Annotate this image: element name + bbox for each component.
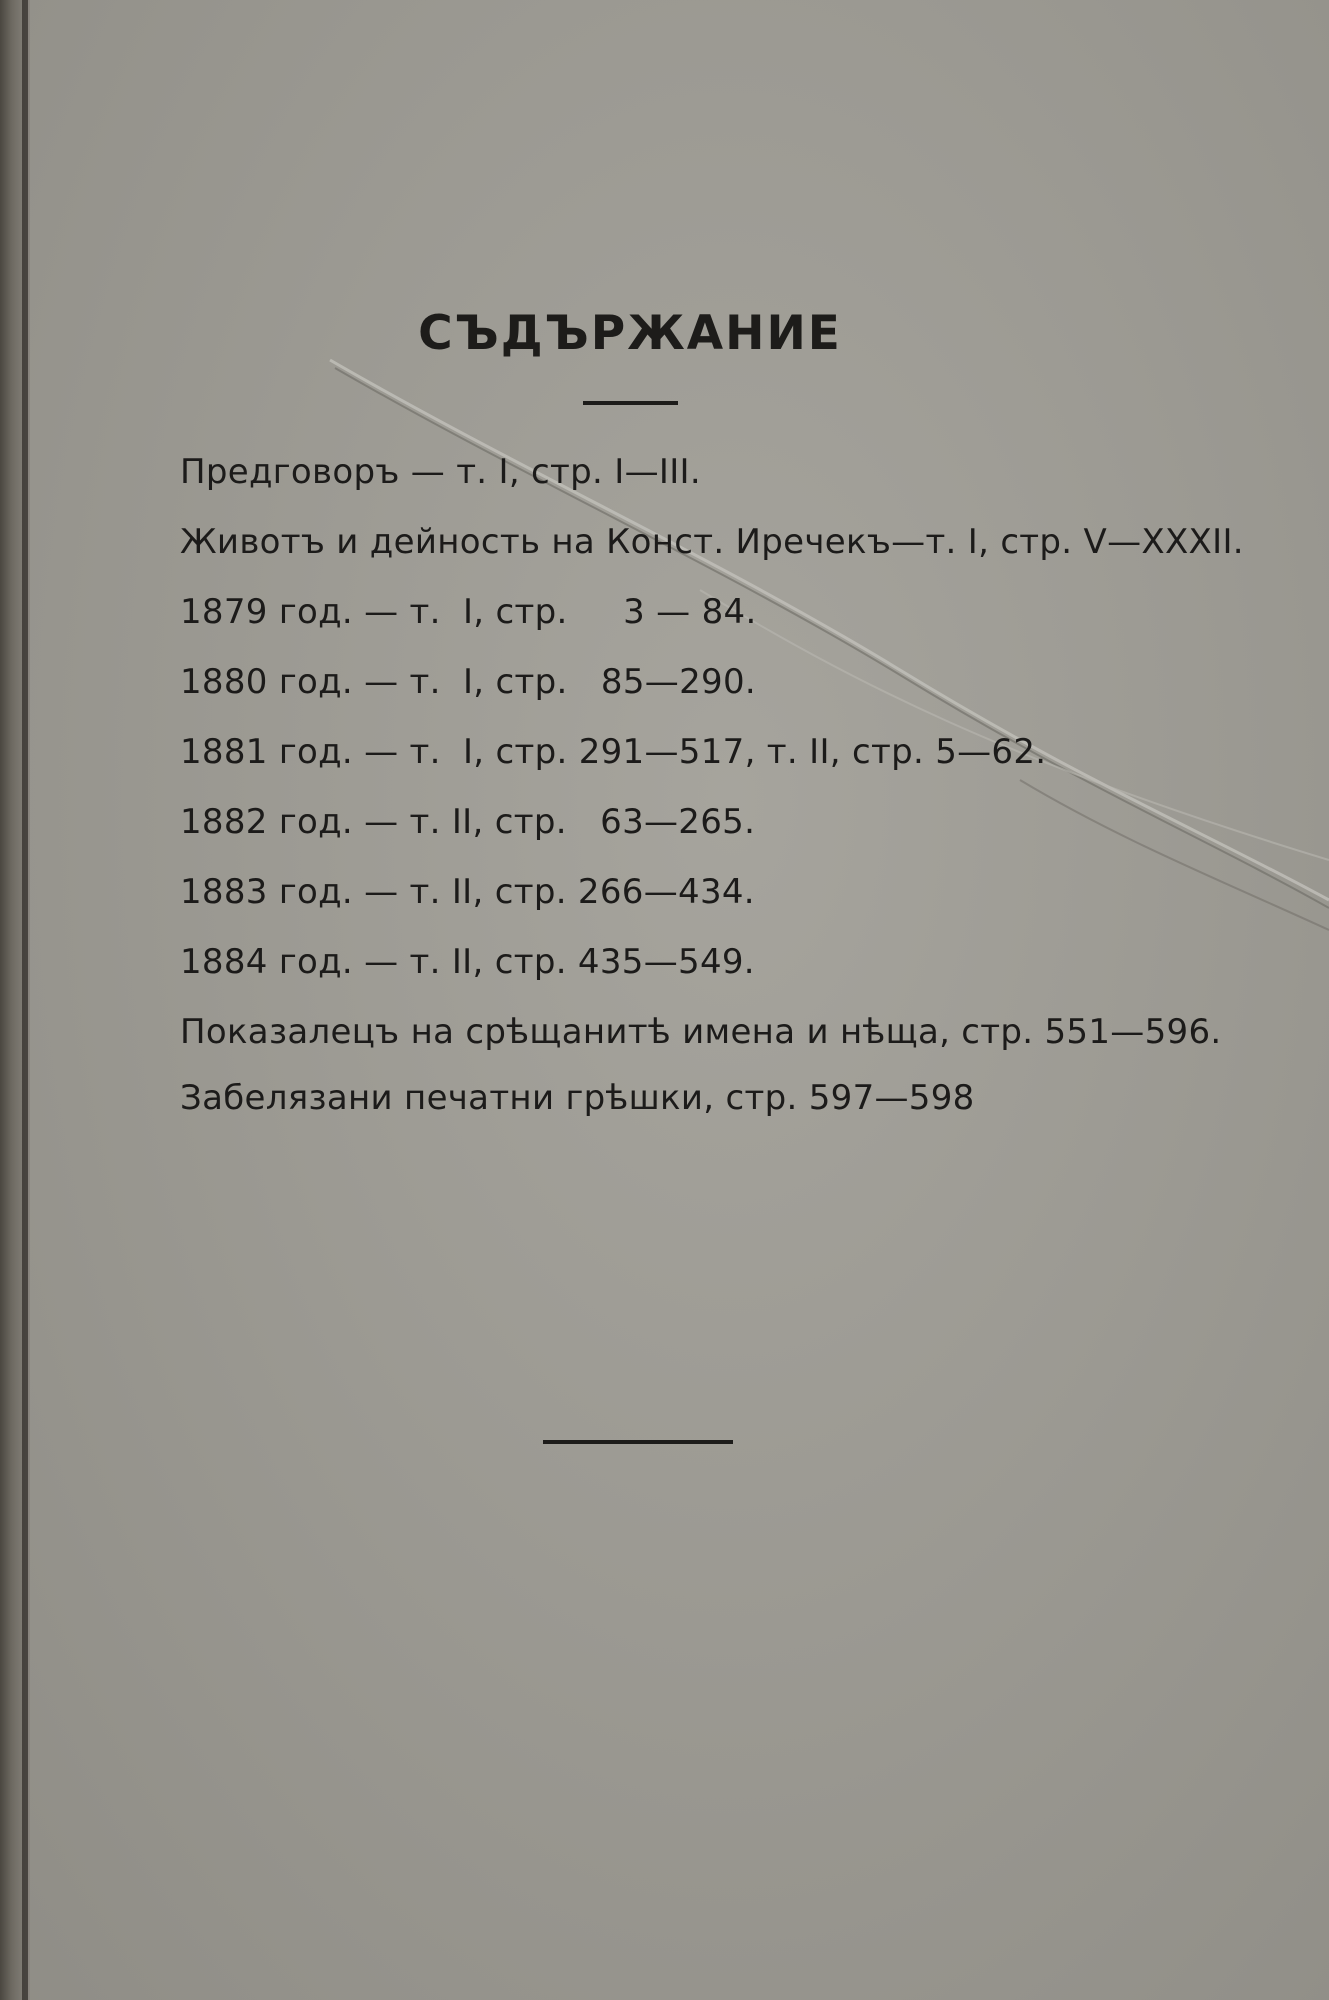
toc-entry-biography: Животъ и дейность на Конст. Иречекъ—т. I, стр. V—XXXII.: [180, 522, 1244, 562]
table-of-contents: [180, 452, 1260, 1147]
binding-gutter-line: [22, 0, 28, 2000]
toc-entry-preface: Предговоръ — т. I, стр. I—III.: [180, 452, 701, 492]
page-title: СЪДЪРЖАНИЕ: [418, 306, 842, 361]
closing-rule: [543, 1440, 733, 1444]
toc-entry-index: Показалецъ на срѣщанитѣ имена и нѣща, стр. 551—596.: [180, 1012, 1222, 1052]
toc-entry-1880: 1880 год. — т. I, стр. 85—290.: [180, 662, 756, 702]
toc-entry-1882: 1882 год. — т. II, стр. 63—265.: [180, 802, 756, 842]
title-rule: [583, 401, 678, 405]
toc-entry-1879: 1879 год. — т. I, стр. 3 — 84.: [180, 592, 757, 632]
toc-entry-1883: 1883 год. — т. II, стр. 266—434.: [180, 872, 755, 912]
toc-entry-errata: Забелязани печатни грѣшки, стр. 597—598: [180, 1078, 975, 1118]
toc-entry-1884: 1884 год. — т. II, стр. 435—549.: [180, 942, 755, 982]
toc-entry-1881: 1881 год. — т. I, стр. 291—517, т. II, стр. 5—62.: [180, 732, 1047, 772]
